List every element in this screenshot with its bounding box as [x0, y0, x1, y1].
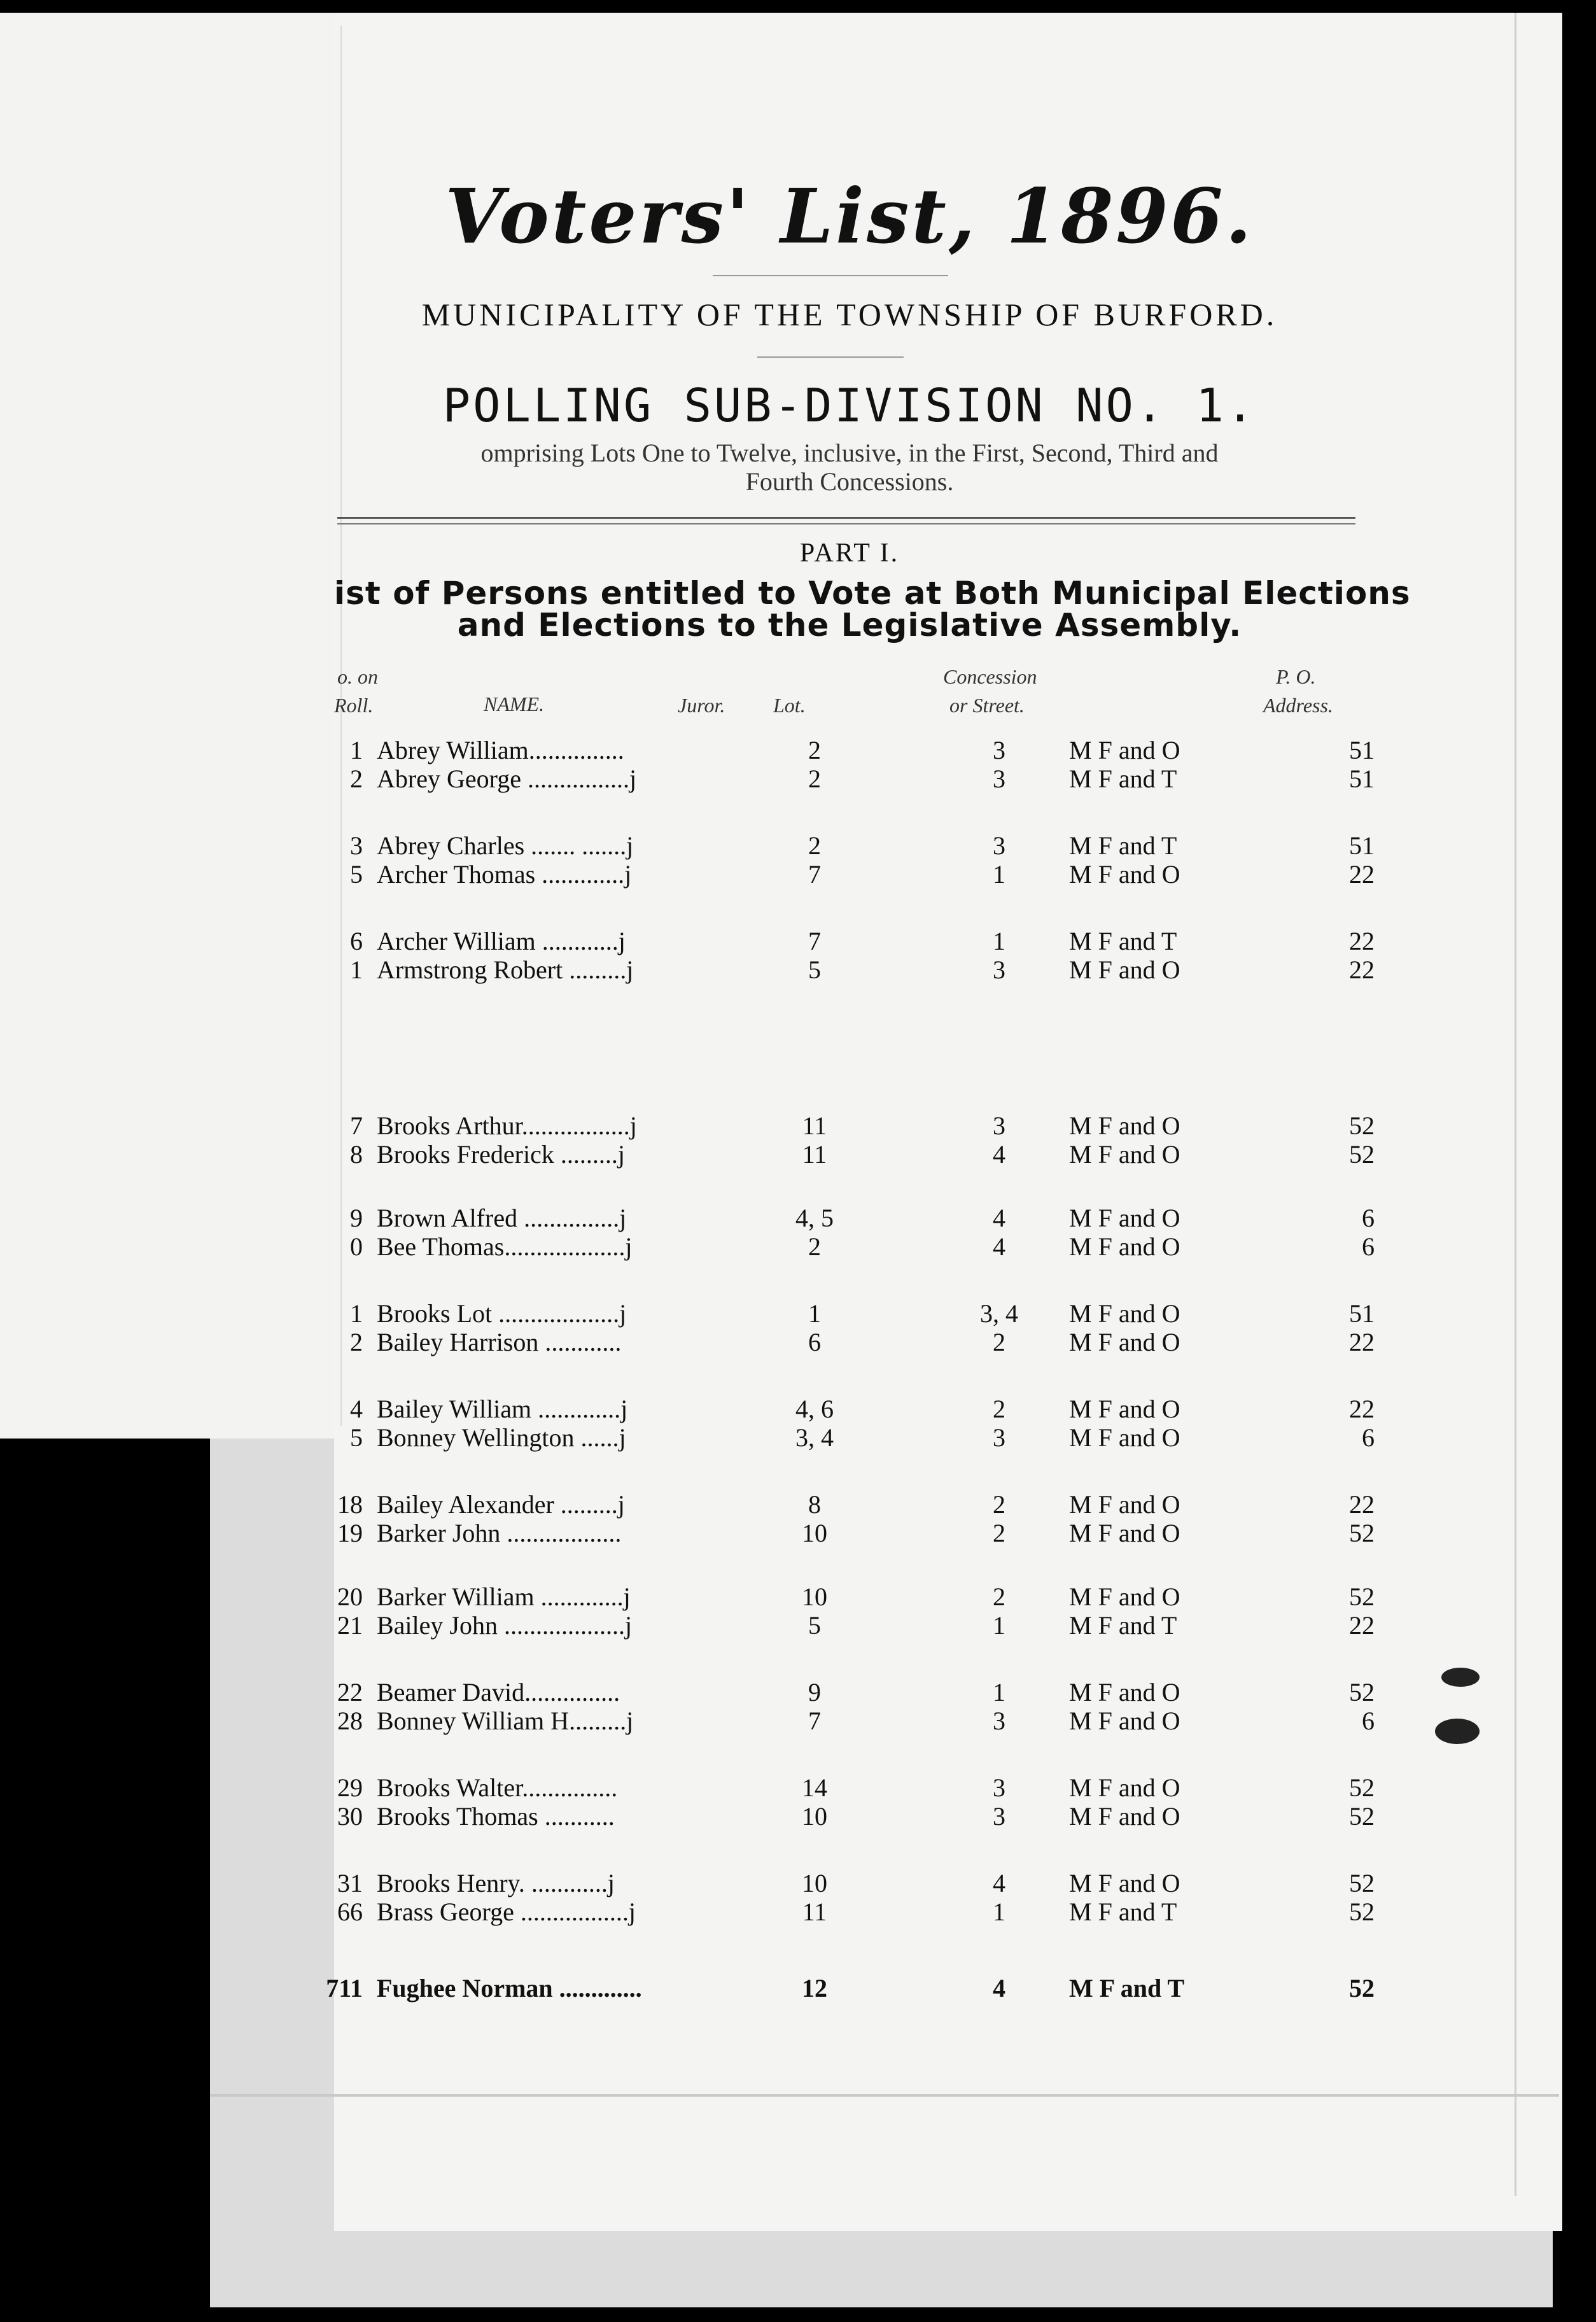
- lot-number: 2: [808, 1232, 821, 1261]
- po-address: 52: [1349, 1519, 1375, 1547]
- lot-number: 4, 5: [795, 1204, 834, 1232]
- folded-paper-flap: [0, 13, 334, 1439]
- voter-row: [318, 1203, 1400, 1235]
- voter-status: M F and T: [1069, 831, 1177, 860]
- concession-number: 3: [993, 736, 1005, 764]
- roll-number: 711: [326, 1974, 363, 2002]
- po-address: 22: [1349, 927, 1375, 955]
- roll-number: 31: [337, 1869, 363, 1897]
- voter-name: Archer Thomas .............j: [377, 860, 632, 889]
- voter-name: Bailey William .............j: [377, 1395, 628, 1423]
- roll-number: 1: [350, 736, 363, 764]
- list-heading-1: ist of Persons entitled to Vote at Both Municipal Elections: [334, 575, 1411, 612]
- concession-number: 4: [993, 1974, 1005, 2002]
- municipality-heading: MUNICIPALITY OF THE TOWNSHIP OF BURFORD.: [421, 297, 1278, 332]
- lot-number: 2: [808, 764, 821, 793]
- voter-row: [318, 1677, 1400, 1709]
- double-rule-top: [337, 517, 1355, 519]
- title-rule: [713, 275, 948, 276]
- roll-number: 2: [350, 1328, 363, 1356]
- lot-number: 10: [802, 1519, 827, 1547]
- voter-name: Bonney William H.........j: [377, 1706, 634, 1735]
- voter-name: Barker William .............j: [377, 1582, 631, 1611]
- roll-number: 7: [350, 1111, 363, 1140]
- voter-name: Bee Thomas...................j: [377, 1232, 633, 1261]
- concession-number: 3: [993, 764, 1005, 793]
- voter-name: Brooks Walter...............: [377, 1773, 618, 1802]
- voter-row: [318, 1610, 1400, 1642]
- lot-number: 12: [802, 1974, 827, 2002]
- page-edge: [1515, 13, 1516, 2196]
- po-address: 6: [1362, 1423, 1375, 1452]
- po-address: 22: [1349, 1328, 1375, 1356]
- comprising-text-1: omprising Lots One to Twelve, inclusive, in the First, Second, Third and: [480, 439, 1219, 467]
- voter-row: [318, 1327, 1400, 1359]
- col-po-line2: Address.: [1263, 694, 1333, 717]
- roll-number: 1: [350, 1299, 363, 1328]
- po-address: 22: [1349, 1395, 1375, 1423]
- col-concession-line1: Concession: [943, 665, 1037, 688]
- voter-row: [318, 1706, 1400, 1738]
- voter-name: Bailey John ...................j: [377, 1611, 633, 1640]
- concession-number: 3: [993, 831, 1005, 860]
- voter-status: M F and O: [1069, 1328, 1180, 1356]
- voter-name: Brooks Arthur.................j: [377, 1111, 637, 1140]
- roll-number: 20: [337, 1582, 363, 1611]
- roll-number: 6: [350, 927, 363, 955]
- voter-row: [318, 764, 1400, 796]
- voter-name: Abrey George ................j: [377, 764, 637, 793]
- concession-number: 4: [993, 1140, 1005, 1169]
- lot-number: 6: [808, 1328, 821, 1356]
- voter-row: [318, 1232, 1400, 1263]
- voter-name: Brown Alfred ...............j: [377, 1204, 627, 1232]
- lot-number: 11: [802, 1140, 827, 1169]
- lot-number: 4, 6: [795, 1395, 834, 1423]
- col-concession-line2: or Street.: [949, 694, 1025, 717]
- concession-number: 4: [993, 1232, 1005, 1261]
- po-address: 52: [1349, 1773, 1375, 1802]
- roll-number: 8: [350, 1140, 363, 1169]
- concession-number: 2: [993, 1490, 1005, 1519]
- voter-row: [318, 926, 1400, 958]
- concession-number: 4: [993, 1869, 1005, 1897]
- lot-number: 10: [802, 1869, 827, 1897]
- po-address: 51: [1349, 831, 1375, 860]
- po-address: 52: [1349, 1678, 1375, 1706]
- voter-status: M F and O: [1069, 1204, 1180, 1232]
- polling-heading: POLLING SUB-DIVISION NO. 1.: [442, 379, 1257, 432]
- ink-blot: [1441, 1668, 1480, 1687]
- roll-number: 18: [337, 1490, 363, 1519]
- voter-name: Bonney Wellington ......j: [377, 1423, 626, 1452]
- voter-name: Bailey Harrison ............: [377, 1328, 622, 1356]
- voter-status: M F and T: [1069, 764, 1177, 793]
- voter-name: Brooks Henry. ............j: [377, 1869, 615, 1897]
- roll-number: 1: [350, 955, 363, 984]
- col-no-line1: o. on: [337, 665, 378, 688]
- lot-number: 10: [802, 1582, 827, 1611]
- concession-number: 3, 4: [980, 1299, 1018, 1328]
- lot-number: 9: [808, 1678, 821, 1706]
- roll-number: 9: [350, 1204, 363, 1232]
- lot-number: 7: [808, 927, 821, 955]
- roll-number: 4: [350, 1395, 363, 1423]
- roll-number: 28: [337, 1706, 363, 1735]
- lot-number: 5: [808, 955, 821, 984]
- po-address: 52: [1349, 1897, 1375, 1926]
- voter-row: [318, 859, 1400, 891]
- voter-name: Fughee Norman .............: [377, 1974, 642, 2002]
- voter-name: Armstrong Robert .........j: [377, 955, 634, 984]
- col-lot: Lot.: [773, 694, 806, 717]
- voter-name: Archer William ............j: [377, 927, 626, 955]
- voter-row: [318, 1868, 1400, 1900]
- concession-number: 3: [993, 1706, 1005, 1735]
- list-heading-2: and Elections to the Legislative Assembly.: [457, 607, 1242, 644]
- concession-number: 1: [993, 860, 1005, 889]
- lot-number: 7: [808, 860, 821, 889]
- voter-status: M F and O: [1069, 1111, 1180, 1140]
- concession-number: 1: [993, 1897, 1005, 1926]
- voter-status: M F and O: [1069, 1299, 1180, 1328]
- po-address: 6: [1362, 1204, 1375, 1232]
- voter-row: [318, 735, 1400, 767]
- voter-row: [318, 1801, 1400, 1833]
- po-address: 52: [1349, 1582, 1375, 1611]
- lot-number: 2: [808, 736, 821, 764]
- voter-row: [318, 1518, 1400, 1550]
- lot-number: 5: [808, 1611, 821, 1640]
- part-heading: PART I.: [799, 538, 900, 568]
- voter-row: [318, 1489, 1400, 1521]
- roll-number: 29: [337, 1773, 363, 1802]
- po-address: 51: [1349, 1299, 1375, 1328]
- po-address: 22: [1349, 1490, 1375, 1519]
- lot-number: 1: [808, 1299, 821, 1328]
- voter-status: M F and O: [1069, 1582, 1180, 1611]
- voter-status: M F and O: [1069, 1395, 1180, 1423]
- col-juror: Juror.: [678, 694, 725, 717]
- voter-status: M F and O: [1069, 1519, 1180, 1547]
- po-address: 52: [1349, 1869, 1375, 1897]
- double-rule-bottom: [337, 523, 1355, 524]
- voter-status: M F and O: [1069, 1678, 1180, 1706]
- lot-number: 8: [808, 1490, 821, 1519]
- voter-name: Barker John ..................: [377, 1519, 622, 1547]
- voter-name: Brass George .................j: [377, 1897, 636, 1926]
- col-no-line2: Roll.: [334, 694, 374, 717]
- roll-number: 3: [350, 831, 363, 860]
- voter-status: M F and O: [1069, 736, 1180, 764]
- po-address: 22: [1349, 860, 1375, 889]
- col-name: NAME.: [484, 693, 545, 715]
- concession-number: 3: [993, 955, 1005, 984]
- po-address: 6: [1362, 1706, 1375, 1735]
- po-address: 51: [1349, 764, 1375, 793]
- concession-number: 3: [993, 1423, 1005, 1452]
- voter-name: Abrey Charles ....... .......j: [377, 831, 634, 860]
- roll-number: 21: [337, 1611, 363, 1640]
- voter-row: [318, 1394, 1400, 1426]
- voter-name: Brooks Lot ...................j: [377, 1299, 627, 1328]
- voter-row: [318, 1582, 1400, 1614]
- voter-status: M F and T: [1069, 1897, 1177, 1926]
- voter-row: [318, 1423, 1400, 1454]
- voter-row: [318, 831, 1400, 862]
- voter-status: M F and O: [1069, 955, 1180, 984]
- lot-number: 11: [802, 1897, 827, 1926]
- roll-number: 66: [337, 1897, 363, 1926]
- voter-status: M F and O: [1069, 860, 1180, 889]
- voter-status: M F and O: [1069, 1490, 1180, 1519]
- po-address: 6: [1362, 1232, 1375, 1261]
- concession-number: 2: [993, 1395, 1005, 1423]
- po-address: 22: [1349, 955, 1375, 984]
- voter-row: [318, 1139, 1400, 1171]
- voter-status: M F and T: [1069, 927, 1177, 955]
- roll-number: 22: [337, 1678, 363, 1706]
- voter-status: M F and O: [1069, 1232, 1180, 1261]
- voter-status: M F and O: [1069, 1140, 1180, 1169]
- po-address: 22: [1349, 1611, 1375, 1640]
- lot-number: 7: [808, 1706, 821, 1735]
- lot-number: 11: [802, 1111, 827, 1140]
- voter-status: M F and O: [1069, 1802, 1180, 1831]
- roll-number: 2: [350, 764, 363, 793]
- roll-number: 5: [350, 860, 363, 889]
- concession-number: 1: [993, 927, 1005, 955]
- voter-row: [318, 1897, 1400, 1929]
- col-po-line1: P. O.: [1276, 665, 1316, 688]
- voter-name: Brooks Frederick .........j: [377, 1140, 625, 1169]
- concession-number: 2: [993, 1328, 1005, 1356]
- roll-number: 5: [350, 1423, 363, 1452]
- voter-status: M F and O: [1069, 1869, 1180, 1897]
- lot-number: 10: [802, 1802, 827, 1831]
- voter-name: Bailey Alexander .........j: [377, 1490, 625, 1519]
- voter-row: [318, 1298, 1400, 1330]
- lot-number: 14: [802, 1773, 827, 1802]
- comprising-text-2: Fourth Concessions.: [745, 467, 954, 496]
- concession-number: 3: [993, 1111, 1005, 1140]
- voter-name: Beamer David...............: [377, 1678, 620, 1706]
- document-title: Voters' List, 1896.: [445, 172, 1254, 260]
- voter-status: M F and O: [1069, 1423, 1180, 1452]
- concession-number: 1: [993, 1678, 1005, 1706]
- voter-status: M F and T: [1069, 1974, 1185, 2002]
- po-address: 52: [1349, 1111, 1375, 1140]
- po-address: 52: [1349, 1140, 1375, 1169]
- voter-name: Brooks Thomas ...........: [377, 1802, 615, 1831]
- bottom-fold: [210, 2094, 1559, 2097]
- roll-number: 19: [337, 1519, 363, 1547]
- voter-status: M F and T: [1069, 1611, 1177, 1640]
- municipality-rule: [757, 356, 904, 358]
- po-address: 51: [1349, 736, 1375, 764]
- concession-number: 4: [993, 1204, 1005, 1232]
- lot-number: 3, 4: [795, 1423, 834, 1452]
- lot-number: 2: [808, 831, 821, 860]
- voter-name: Abrey William...............: [377, 736, 624, 764]
- voter-row: [318, 1973, 1400, 2005]
- concession-number: 3: [993, 1773, 1005, 1802]
- roll-number: 30: [337, 1802, 363, 1831]
- po-address: 52: [1349, 1802, 1375, 1831]
- concession-number: 1: [993, 1611, 1005, 1640]
- voter-status: M F and O: [1069, 1773, 1180, 1802]
- voter-row: [318, 1773, 1400, 1805]
- po-address: 52: [1349, 1974, 1375, 2002]
- voter-status: M F and O: [1069, 1706, 1180, 1735]
- voter-row: [318, 1111, 1400, 1143]
- concession-number: 2: [993, 1582, 1005, 1611]
- ink-blot: [1435, 1719, 1480, 1744]
- concession-number: 3: [993, 1802, 1005, 1831]
- roll-number: 0: [350, 1232, 363, 1261]
- concession-number: 2: [993, 1519, 1005, 1547]
- voter-row: [318, 955, 1400, 987]
